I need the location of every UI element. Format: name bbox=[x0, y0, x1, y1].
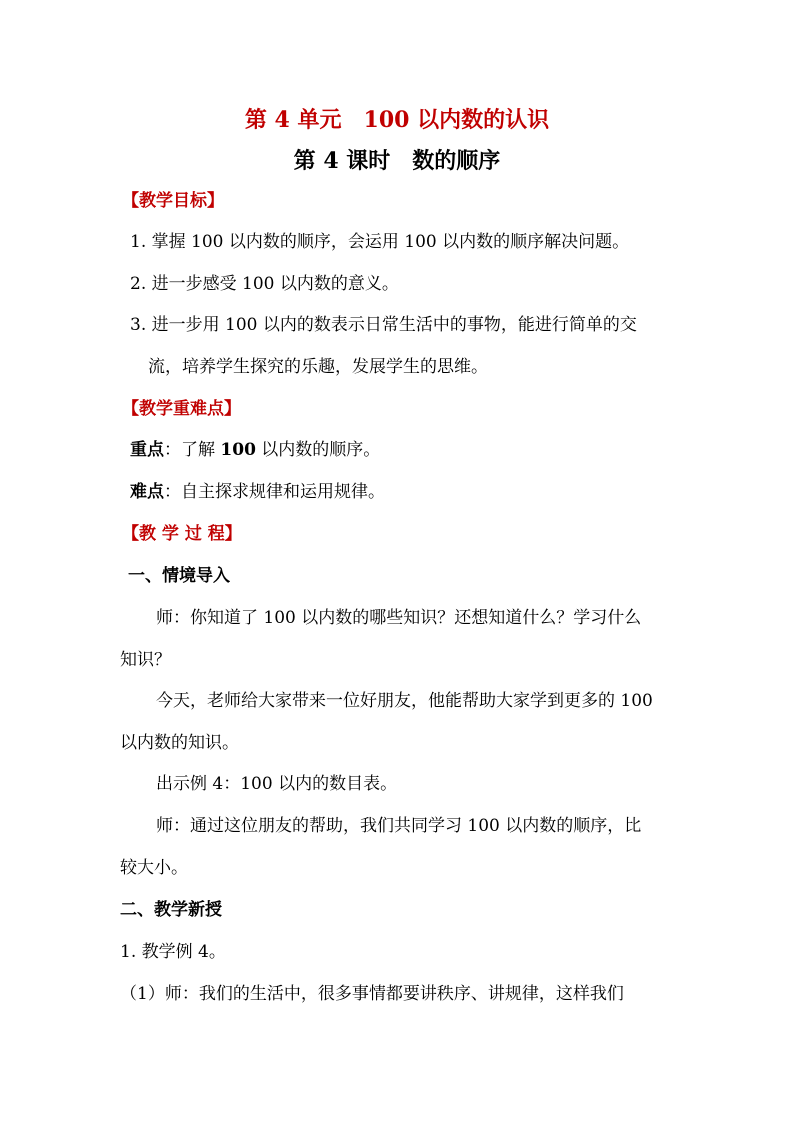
paragraph-5: 1. 教学例 4。 bbox=[120, 942, 226, 962]
section-2-title: 二、教学新授 bbox=[120, 900, 222, 920]
focus-line bbox=[130, 438, 380, 462]
paragraph-2-line-2: 以内数的知识。 bbox=[120, 733, 239, 753]
objective-item-2: 2. 进一步感受 100 以内数的意义。 bbox=[130, 274, 399, 294]
unit-title: 第 4 单元 100 以内数的认识 bbox=[244, 107, 550, 133]
key-points-heading: 【教学重难点】 bbox=[122, 399, 241, 419]
paragraph-1-line-2: 知识？ bbox=[120, 650, 171, 670]
focus-text: ：了解 bbox=[164, 440, 221, 460]
paragraph-6: （1）师：我们的生活中，很多事情都要讲秩序、讲规律，这样我们 bbox=[120, 984, 624, 1004]
difficulty-line bbox=[130, 480, 385, 504]
process-heading: 【教 学 过 程】 bbox=[122, 524, 242, 544]
paragraph-3: 出示例 4：100 以内的数目表。 bbox=[156, 774, 398, 794]
paragraph-4-line-1: 师：通过这位朋友的帮助，我们共同学习 100 以内数的顺序，比 bbox=[156, 816, 642, 836]
lesson-title: 第 4 课时 数的顺序 bbox=[293, 148, 501, 174]
paragraph-2-line-1: 今天，老师给大家带来一位好朋友，他能帮助大家学到更多的 100 bbox=[156, 691, 653, 711]
paragraph-1-line-1: 师：你知道了 100 以内数的哪些知识？还想知道什么？学习什么 bbox=[156, 608, 642, 628]
section-1-title: 一、情境导入 bbox=[128, 566, 230, 586]
objective-item-3: 3. 进一步用 100 以内的数表示日常生活中的事物，能进行简单的交 bbox=[130, 315, 637, 335]
difficulty-label: 难点 bbox=[130, 482, 164, 502]
paragraph-4-line-2: 较大小。 bbox=[120, 858, 188, 878]
objectives-heading: 【教学目标】 bbox=[122, 191, 224, 211]
focus-rest: 以内数的顺序。 bbox=[255, 440, 381, 460]
objective-item-3-cont: 流，培养学生探究的乐趣，发展学生的思维。 bbox=[148, 357, 488, 377]
objective-item-1: 1. 掌握 100 以内数的顺序，会运用 100 以内数的顺序解决问题。 bbox=[130, 232, 630, 252]
difficulty-text: ：自主探求规律和运用规律。 bbox=[164, 482, 385, 502]
focus-label: 重点 bbox=[130, 440, 164, 460]
focus-number: 100 bbox=[220, 440, 256, 460]
